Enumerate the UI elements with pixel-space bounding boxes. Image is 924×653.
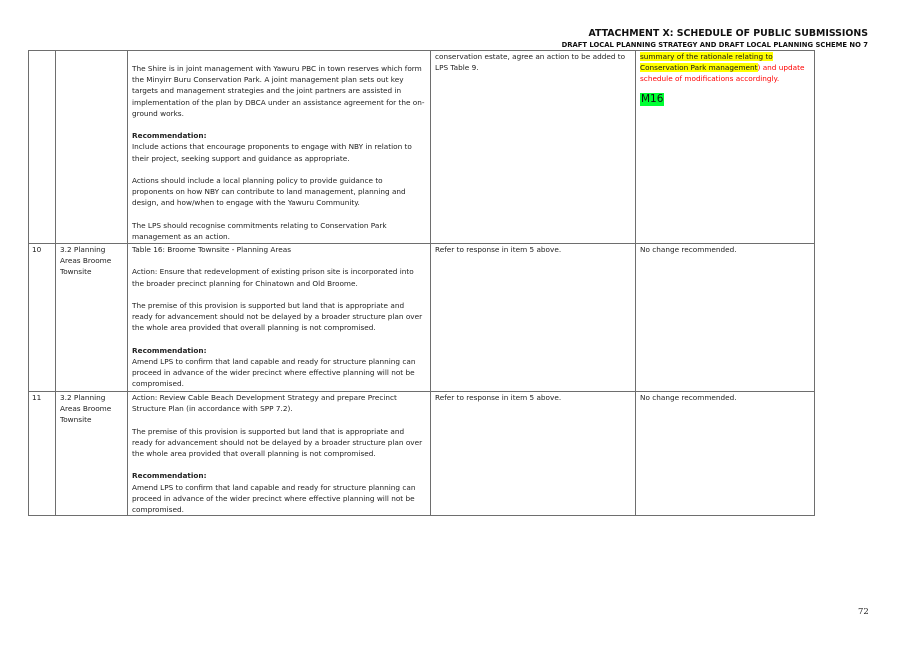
submissions-table [28, 50, 815, 516]
item-number-cell [29, 51, 56, 244]
submission-paragraph: Amend LPS to confirm that land capable and ready for structure planning can proceed in advance of the wider precinct where effective planning will not be compromised. [132, 356, 416, 389]
item-number: 11 [32, 393, 42, 402]
recommendation-text: No change recommended. [640, 245, 737, 254]
table-row [29, 392, 815, 516]
section-cell [56, 392, 128, 516]
submission-paragraph: Action: Review Cable Beach Development Strategy and prepare Precinct Structure Plan (in accordance with SPP 7.2). [132, 393, 397, 414]
submission-paragraph: The premise of this provision is supported but land that is appropriate and ready for advancement should not be delayed by a broader structure plan over the whole area provided that overall planning is not compromised. [132, 300, 423, 333]
item-number: 10 [32, 245, 42, 254]
recommendation-text: ) and update schedule of modifications accordingly. [640, 63, 805, 84]
submission-cell [128, 392, 431, 516]
response-text: Refer to response in item 5 above. [435, 245, 562, 254]
response-text: conservation estate, agree an action to be added to LPS Table 9. [435, 52, 626, 73]
recommendation-heading: Recommendation: [132, 471, 207, 481]
response-text: Refer to response in item 5 above. [435, 393, 562, 402]
page-subtitle: DRAFT LOCAL PLANNING STRATEGY AND DRAFT LOCAL PLANNING SCHEME NO 7 [561, 41, 868, 49]
item-number-cell [29, 244, 56, 392]
recommendation-heading: Recommendation: [132, 345, 207, 355]
response-cell [431, 244, 636, 392]
response-cell [431, 51, 636, 244]
response-cell [431, 392, 636, 516]
table-row [29, 51, 815, 244]
submission-paragraph: The Shire is in joint management with Yawuru PBC in town reserves which form the Minyirr Buru Conservation Park. A joint management plan sets out key targets and management strategies and the joint partners are assisted in implementation of the plan by DBCA under an assistance agreement for the on-ground works. [132, 64, 425, 118]
section-label: 3.2 Planning Areas Broome Townsite [60, 393, 112, 425]
section-label: 3.2 Planning Areas Broome Townsite [60, 245, 112, 277]
submission-paragraph: Include actions that encourage proponents to engage with NBY in relation to their project, seeking support and guidance as appropriate. [132, 142, 412, 163]
recommendation-text: No change recommended. [640, 393, 737, 402]
page-title: ATTACHMENT X: SCHEDULE OF PUBLIC SUBMISSIONS [588, 28, 868, 39]
submission-cell [128, 244, 431, 392]
highlighted-text: summary of the rationale relating to Conservation Park management [640, 52, 773, 73]
table-row [29, 244, 815, 392]
submission-paragraph: The premise of this provision is supported but land that is appropriate and ready for advancement should not be delayed by a broader structure plan over the whole area provided that overall planning is not compromised. [132, 426, 423, 458]
submission-paragraph: Actions should include a local planning policy to provide guidance to proponents on how NBY can contribute to land management, planning and design, and how/when to engage with the Yawuru Community. [132, 176, 406, 208]
submission-paragraph: Amend LPS to confirm that land capable and ready for structure planning can proceed in advance of the wider precinct where effective planning will not be compromised. [132, 482, 416, 514]
item-number-cell [29, 392, 56, 516]
page-number: 72 [858, 607, 869, 617]
recommendation-heading: Recommendation: [132, 131, 207, 141]
section-cell [56, 51, 128, 244]
submission-paragraph: The LPS should recognise commitments relating to Conservation Park management as an action. [132, 220, 387, 241]
recommendation-cell [636, 51, 815, 244]
submission-paragraph: Action: Ensure that redevelopment of existing prison site is incorporated into the broader precinct planning for Chinatown and Old Broome. [132, 267, 414, 288]
section-cell [56, 244, 128, 392]
recommendation-cell [636, 244, 815, 392]
submission-heading: Table 16: Broome Townsite - Planning Areas [132, 245, 292, 254]
modification-tag: M16 [641, 92, 664, 105]
recommendation-cell [636, 392, 815, 516]
submission-cell [128, 51, 431, 244]
